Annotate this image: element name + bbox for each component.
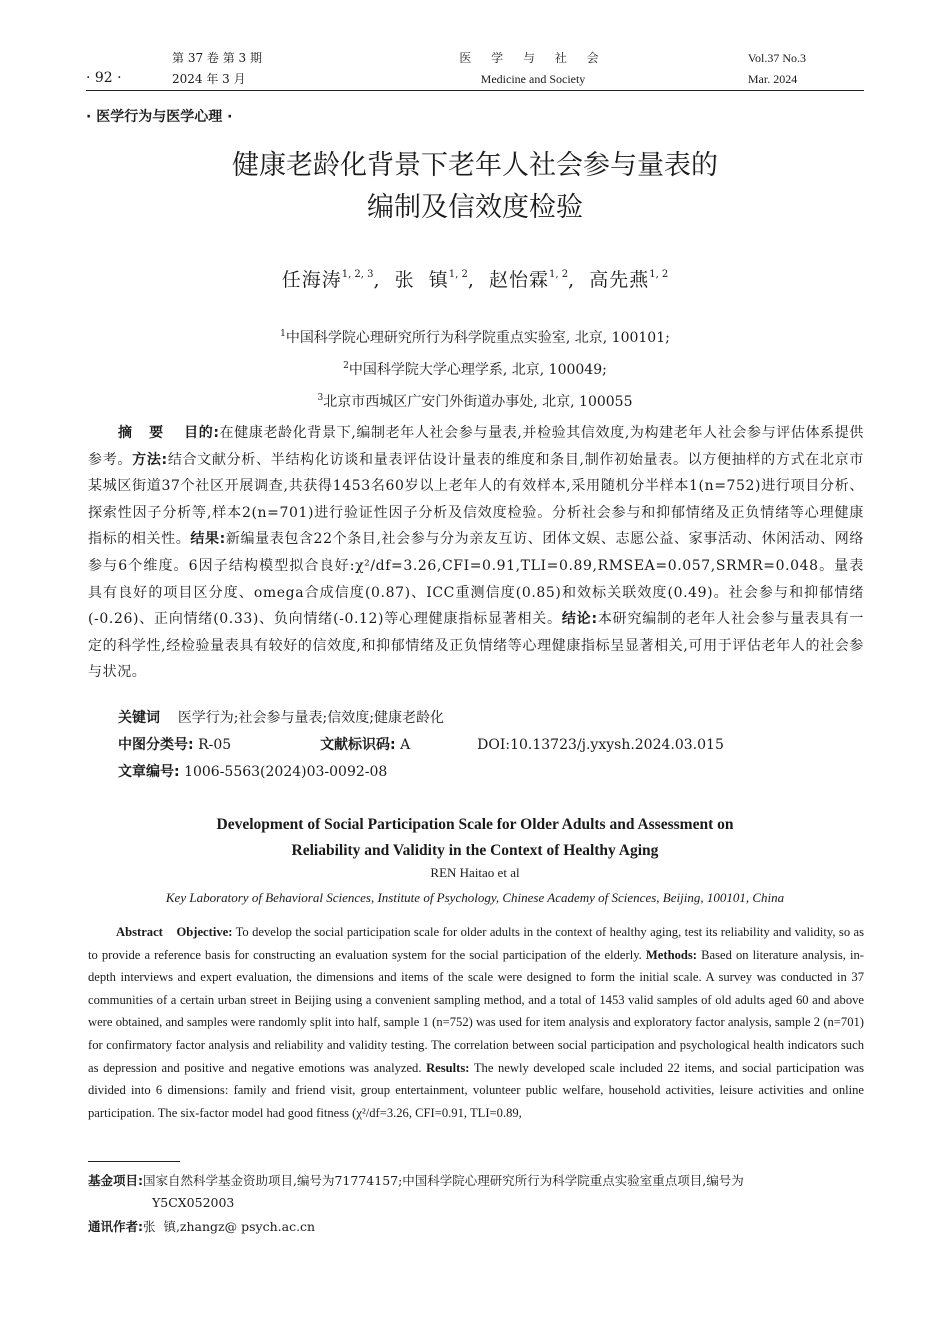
doi: DOI:10.13723/j.yxysh.2024.03.015 xyxy=(477,737,724,753)
article-number-value: 1006-5563(2024)03-0092-08 xyxy=(184,764,388,780)
author-affil-sup: 1, 2 xyxy=(649,269,669,280)
english-title: Development of Social Participation Scale for Older Adults and Assessment on Reliability and Validity in the Context of Healthy Aging xyxy=(216,816,734,859)
affiliation-list xyxy=(0,320,950,416)
doc-code-value: A xyxy=(400,737,411,753)
classification-value: R-05 xyxy=(198,737,232,753)
affiliation-item: $^1$中国科学院心理研究所行为科学院重点实验室, 北京, 100101; xyxy=(280,329,670,346)
correspondence-footnote xyxy=(88,1216,864,1238)
objective-label-cn: 目的: xyxy=(184,425,220,441)
author-name: 张 镇 xyxy=(394,269,449,291)
volume-en: Vol.37 No.3 xyxy=(747,51,806,65)
fund-text-cont: Y5CX052003 xyxy=(152,1195,235,1210)
fund-label: 基金项目: xyxy=(88,1173,143,1188)
journal-name-en: Medicine and Society xyxy=(480,72,586,86)
title-line-1: 健康老龄化背景下老年人社会参与量表的 xyxy=(232,150,718,181)
objective-label-en: Objective: xyxy=(176,925,233,939)
section-label: · 医学行为与医学心理 · xyxy=(86,109,233,125)
correspondence-text: 张 镇,zhangz@ psych.ac.cn xyxy=(143,1219,316,1234)
methods-text-cn: 结合文献分析、半结构化访谈和量表评估设计量表的维度和条目,制作初始量表。以方便抽样的方式在北京市某城区街道37个社区开展调查,共获得1453名60岁以上老年人的有效样本,采用随机分半样本1(n=752)进行项目分析、探索性因子分析等,样本2(n=701)进行验证性因子分析及信效度检验。分析社会参与和抑郁情绪及正负情绪等心理健康指标的相关性。 xyxy=(88,451,864,548)
doc-code-label: 文献标识码: xyxy=(320,737,396,753)
abstract-label-cn: 摘 要 xyxy=(118,425,164,441)
keywords-line xyxy=(118,707,864,727)
fund-footnote xyxy=(88,1170,864,1214)
author-name: 高先燕 xyxy=(589,269,650,291)
english-abstract xyxy=(88,921,864,1124)
footnote-rule xyxy=(88,1161,180,1162)
date-cn: 2024 年 3 月 xyxy=(172,72,246,86)
classification-label: 中图分类号: xyxy=(118,737,194,753)
header-issue-cn xyxy=(172,48,262,90)
affiliation-item: $^3$北京市西城区广安门外街道办事处, 北京, 100055 xyxy=(317,393,633,410)
header-journal xyxy=(458,48,608,90)
volume-cn: 第 37 卷 第 3 期 xyxy=(172,51,262,65)
conclusion-text-cn: 本研究编制的老年人社会参与量表具有一定的科学性,经检验量表具有较好的信效度,和抑郁情绪及正负情绪等心理健康指标呈显著相关,可用于评估老年人的社会参与状况。 xyxy=(88,611,864,681)
article-number-line xyxy=(118,761,864,781)
keywords-value: 医学行为;社会参与量表;信效度;健康老龄化 xyxy=(177,710,444,726)
objective-text-en: To develop the social participation scale for older adults in the context of healthy aging, test its reliability and validity, so as to provide a reference basis for constructing an evaluation system for the social participation of the elderly. xyxy=(88,925,865,962)
methods-label-cn: 方法: xyxy=(132,451,168,468)
conclusion-label-cn: 结论: xyxy=(561,611,598,628)
results-text-cn: 新编量表包含22个条目,社会参与分为亲友互访、团体文娱、志愿公益、家事活动、休闲活动、网络参与6个维度。6因子结构模型拟合良好:χ²/df=3.26,CFI=0.91,TLI=0.89,RMSEA=0.057,SRMR=0.048。量表具有良好的项目区分度、omega合成信度(0.87)、ICC重测信度(0.85)和效标关联效度(0.49)。社会参与和抑郁情绪(-0.26)、正向情绪(0.33)、负向情绪(-0.12)等心理健康指标显著相关。 xyxy=(88,531,865,628)
page-number: · 92 · xyxy=(86,70,122,86)
author-affil-sup: 1, 2 xyxy=(548,269,569,280)
classification-line xyxy=(118,734,864,754)
chinese-abstract xyxy=(88,420,864,686)
keywords-label: 关键词 xyxy=(118,710,160,726)
header-issue-en xyxy=(748,48,806,90)
english-author: REN Haitao et al xyxy=(430,865,520,880)
results-label-en: Results: xyxy=(426,1060,470,1075)
title-line-2: 编制及信效度检验 xyxy=(367,192,583,223)
english-affiliation: Key Laboratory of Behavioral Sciences, Institute of Psychology, Chinese Academy of Sciences, Beijing, 100101, China xyxy=(165,890,785,905)
author-list: 任海涛$^{1, 2, 3}$, 张 镇$^{1, 2}$, 赵怡霖$^{1, 2}$, 高先燕$^{1, 2}$ xyxy=(281,269,669,291)
author-name: 赵怡霖 xyxy=(488,269,549,291)
author-name: 任海涛 xyxy=(281,269,342,291)
author-affil-sup: 1, 2, 3 xyxy=(341,269,374,280)
abstract-label-en: Abstract xyxy=(116,925,163,939)
author-affil-sup: 1, 2 xyxy=(448,269,468,280)
journal-name-cn: 医 学 与 社 会 xyxy=(459,51,607,65)
results-text-en: The newly developed scale included 22 items, and social participation was divided into 6 dimensions: family and friend visit, group entertainment, volunteer public welfare, household activities, leisure activities and online participation. The six-factor model had good fitness (χ²/df=3.26, CFI=0.91, TLI=0.89, xyxy=(88,1060,865,1120)
correspondence-label: 通讯作者: xyxy=(88,1219,143,1234)
affiliation-item: $^2$中国科学院大学心理学系, 北京, 100049; xyxy=(343,361,607,378)
article-title xyxy=(0,145,950,229)
methods-label-en: Methods: xyxy=(645,947,697,962)
fund-text: 国家自然科学基金资助项目,编号为71774157;中国科学院心理研究所行为科学院重点实验室重点项目,编号为 xyxy=(143,1173,744,1188)
running-header xyxy=(86,46,864,91)
date-en: Mar. 2024 xyxy=(747,72,798,86)
results-label-cn: 结果: xyxy=(190,531,226,548)
methods-text-en: Based on literature analysis, in-depth interviews and expert evaluation, the dimensions and items of the scale were designed to form the initial scale. A survey was conducted in 37 communities of a certain urban street in Beijing using a convenient sampling method, and a total of 1453 valid samples of old adults aged 60 and above were obtained, and samples were randomly split into half, sample 1 (n=752) was used for item analysis and exploratory factor analysis, sample 2 (n=701) for confirmatory factor analysis and reliability and validity testing. The correlation between social participation and psychological health indicators such as depression and positive and negative emotions was analyzed. xyxy=(88,947,864,1075)
objective-text-cn: 在健康老龄化背景下,编制老年人社会参与量表,并检验其信效度,为构建老年人社会参与评估体系提供参考。 xyxy=(88,425,864,468)
article-number-label: 文章编号: xyxy=(118,764,180,780)
